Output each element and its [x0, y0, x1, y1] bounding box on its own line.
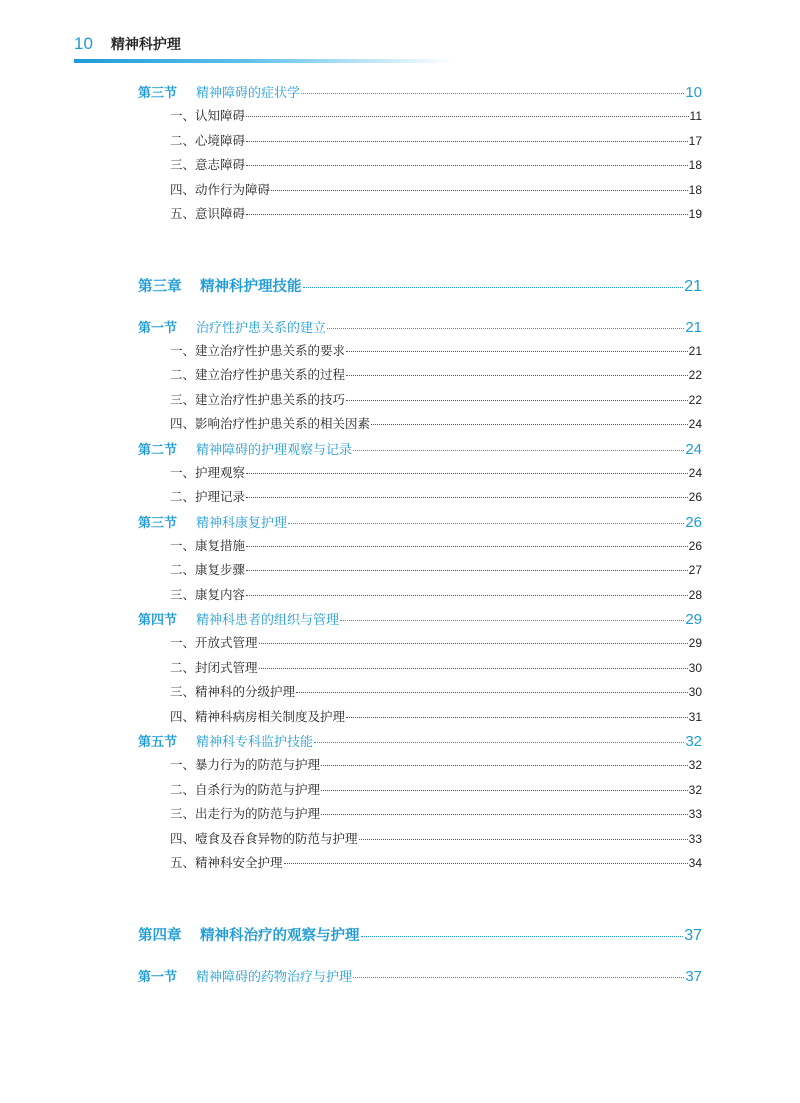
running-header — [74, 34, 181, 58]
toc-item-row[interactable] — [138, 390, 702, 415]
dot-leader — [284, 863, 688, 864]
toc-item-row[interactable] — [138, 829, 702, 854]
toc-page-number: 26 — [688, 490, 702, 504]
toc-entry-title: 精神障碍的护理观察与记录 — [196, 442, 353, 458]
dot-leader — [246, 116, 689, 117]
toc-entry-label — [138, 439, 352, 458]
toc-item-row[interactable] — [138, 341, 702, 366]
toc-entry-prefix: 第三节 — [138, 515, 178, 531]
toc-entry-title: 四、动作行为障碍 — [170, 181, 271, 197]
dot-leader — [296, 692, 688, 693]
toc-page-number: 26 — [685, 513, 702, 531]
dot-leader — [314, 742, 684, 743]
toc-entry-label — [138, 317, 326, 336]
toc-entry-label — [170, 365, 345, 383]
toc-page-number: 22 — [688, 368, 702, 382]
dot-leader — [246, 141, 688, 142]
toc-entry-title: 一、暴力行为的防范与护理 — [170, 757, 321, 772]
toc-entry-title: 三、建立治疗性护患关系的技巧 — [170, 391, 346, 407]
toc-item-row[interactable] — [138, 560, 702, 585]
toc-entry-title: 二、封闭式管理 — [170, 659, 258, 675]
toc-item-row[interactable] — [138, 463, 702, 488]
toc-page-number: 27 — [688, 563, 702, 577]
toc-page-number: 10 — [685, 84, 702, 101]
toc-section-row[interactable] — [138, 512, 702, 536]
toc-page-number: 19 — [688, 207, 702, 221]
toc-page-number: 29 — [685, 611, 702, 628]
toc-entry-label — [138, 82, 300, 101]
dot-leader — [346, 717, 688, 718]
toc-entry-label — [170, 804, 320, 822]
header-rule — [74, 59, 454, 63]
toc-entry-title: 五、意识障碍 — [170, 206, 246, 221]
dot-leader — [353, 977, 684, 978]
toc-entry-title: 一、建立治疗性护患关系的要求 — [170, 342, 346, 358]
toc-entry-label — [170, 658, 258, 676]
toc-entry-title: 二、自杀行为的防范与护理 — [170, 781, 321, 797]
toc-entry-title: 三、出走行为的防范与护理 — [170, 806, 321, 821]
toc-item-row[interactable] — [138, 155, 702, 180]
toc-page-number: 30 — [688, 685, 702, 699]
toc-section-row[interactable] — [138, 317, 702, 341]
dot-leader — [359, 839, 688, 840]
toc-page-number: 37 — [684, 926, 702, 944]
dot-leader — [246, 546, 688, 547]
toc-entry-label — [138, 731, 313, 750]
toc-item-row[interactable] — [138, 414, 702, 439]
toc-entry-label — [170, 155, 245, 173]
toc-entry-title: 精神科护理技能 — [200, 278, 302, 295]
toc-page-number: 32 — [688, 782, 702, 797]
toc-entry-label — [138, 275, 302, 296]
toc-page-number: 24 — [688, 465, 702, 480]
dot-leader — [271, 190, 688, 191]
toc-entry-prefix: 第二节 — [138, 442, 178, 458]
toc-entry-title: 二、建立治疗性护患关系的过程 — [170, 367, 346, 382]
toc-page-number: 22 — [688, 392, 702, 407]
toc-entry-label — [170, 707, 345, 725]
toc-entry-prefix: 第一节 — [138, 320, 178, 336]
toc-entry-prefix: 第四章 — [138, 927, 182, 944]
toc-item-row[interactable] — [138, 804, 702, 829]
table-of-contents — [138, 82, 702, 990]
toc-chapter-row[interactable] — [138, 275, 702, 301]
dot-leader — [246, 570, 688, 571]
dot-leader — [301, 93, 684, 94]
toc-section-row[interactable] — [138, 609, 702, 633]
dot-leader — [321, 765, 688, 766]
toc-page-number: 21 — [685, 318, 702, 336]
toc-entry-title: 三、康复内容 — [170, 586, 246, 602]
toc-section-row[interactable] — [138, 82, 702, 106]
toc-entry-label — [170, 414, 370, 432]
toc-page-number: 37 — [685, 967, 702, 985]
toc-entry-label — [170, 536, 245, 554]
dot-leader — [303, 287, 684, 288]
dot-leader — [246, 214, 688, 215]
toc-entry-prefix: 第四节 — [138, 613, 178, 628]
toc-entry-prefix: 第一节 — [138, 969, 178, 985]
dot-leader — [361, 936, 684, 937]
toc-entry-label — [138, 609, 339, 628]
toc-entry-title: 二、护理记录 — [170, 489, 246, 504]
toc-entry-label — [170, 853, 283, 871]
toc-page-number: 28 — [688, 587, 702, 602]
toc-item-row[interactable] — [138, 536, 702, 561]
dot-leader — [346, 351, 688, 352]
toc-item-row[interactable] — [138, 658, 702, 683]
toc-spacer — [138, 878, 702, 924]
toc-entry-prefix: 第三章 — [138, 278, 182, 295]
toc-item-row[interactable] — [138, 780, 702, 805]
toc-page-number: 32 — [685, 733, 702, 750]
toc-entry-title: 一、康复措施 — [170, 537, 246, 553]
toc-page-number: 33 — [688, 831, 702, 846]
toc-page-number: 17 — [688, 133, 702, 148]
toc-entry-label — [170, 180, 270, 198]
toc-entry-label — [170, 106, 245, 124]
toc-entry-label — [170, 390, 345, 408]
toc-page-number: 32 — [688, 758, 702, 772]
dot-leader — [371, 424, 688, 425]
dot-leader — [346, 400, 688, 401]
toc-entry-label — [170, 682, 295, 700]
toc-page-number: 34 — [688, 856, 702, 870]
toc-page-number: 18 — [688, 158, 702, 172]
toc-entry-title: 一、护理观察 — [170, 464, 246, 480]
toc-page-number: 26 — [688, 538, 702, 553]
dot-leader — [353, 450, 684, 451]
toc-page-number: 24 — [688, 417, 702, 431]
toc-page-number: 21 — [688, 343, 702, 358]
toc-item-row[interactable] — [138, 180, 702, 205]
toc-entry-title: 一、认知障碍 — [170, 108, 246, 123]
toc-page-number: 29 — [688, 636, 702, 650]
toc-entry-title: 三、精神科的分级护理 — [170, 684, 296, 699]
toc-entry-title: 五、精神科安全护理 — [170, 855, 283, 870]
toc-item-row[interactable] — [138, 707, 702, 732]
toc-item-row[interactable] — [138, 585, 702, 610]
toc-page-number: 24 — [685, 440, 702, 458]
toc-entry-label — [170, 204, 245, 222]
toc-item-row[interactable] — [138, 106, 702, 131]
dot-leader — [259, 668, 688, 669]
toc-entry-label — [170, 131, 245, 149]
toc-entry-title: 治疗性护患关系的建立 — [196, 320, 327, 336]
dot-leader — [246, 165, 688, 166]
toc-entry-label — [170, 780, 320, 798]
dot-leader — [246, 473, 688, 474]
dot-leader — [246, 497, 688, 498]
toc-item-row[interactable] — [138, 131, 702, 156]
dot-leader — [321, 790, 688, 791]
toc-page-number: 21 — [684, 277, 702, 295]
toc-item-row[interactable] — [138, 755, 702, 780]
toc-entry-title: 精神障碍的药物治疗与护理 — [196, 969, 353, 985]
toc-entry-title: 精神科康复护理 — [196, 515, 288, 531]
toc-item-row[interactable] — [138, 487, 702, 512]
toc-entry-label — [170, 829, 358, 847]
toc-entry-title: 二、心境障碍 — [170, 132, 246, 148]
toc-page-number: 11 — [689, 109, 702, 123]
toc-entry-prefix: 第五节 — [138, 735, 178, 750]
toc-entry-label — [170, 487, 245, 505]
toc-item-row[interactable] — [138, 633, 702, 658]
toc-page-number: 18 — [688, 182, 702, 197]
toc-entry-label — [170, 585, 245, 603]
toc-entry-label — [138, 512, 287, 531]
dot-leader — [340, 620, 684, 621]
toc-entry-title: 二、康复步骤 — [170, 562, 246, 577]
toc-item-row[interactable] — [138, 853, 702, 878]
toc-entry-title: 一、开放式管理 — [170, 635, 258, 650]
dot-leader — [246, 595, 688, 596]
toc-entry-label — [170, 463, 245, 481]
toc-entry-label — [138, 924, 360, 945]
dot-leader — [346, 375, 688, 376]
toc-page-number: 31 — [688, 709, 702, 724]
toc-entry-title: 精神科专科监护技能 — [196, 735, 314, 750]
toc-entry-title: 四、影响治疗性护患关系的相关因素 — [170, 416, 371, 431]
dot-leader — [321, 814, 688, 815]
toc-chapter-row[interactable] — [138, 924, 702, 950]
toc-spacer — [138, 301, 702, 317]
toc-page-number: 30 — [688, 660, 702, 675]
toc-entry-label — [170, 560, 245, 578]
toc-entry-label — [170, 341, 345, 359]
toc-section-row[interactable] — [138, 731, 702, 755]
toc-item-row[interactable] — [138, 682, 702, 707]
toc-entry-label — [170, 755, 320, 773]
toc-entry-title: 四、噎食及吞食异物的防范与护理 — [170, 830, 358, 846]
toc-entry-title: 四、精神科病房相关制度及护理 — [170, 708, 346, 724]
toc-entry-title: 精神障碍的症状学 — [196, 86, 301, 101]
toc-entry-prefix: 第三节 — [138, 86, 178, 101]
toc-section-row[interactable] — [138, 966, 702, 990]
toc-item-row[interactable] — [138, 365, 702, 390]
book-title: 精神科护理 — [110, 37, 181, 53]
toc-spacer — [138, 229, 702, 275]
toc-entry-title: 精神科治疗的观察与护理 — [200, 927, 360, 944]
toc-entry-title: 精神科患者的组织与管理 — [196, 613, 340, 628]
toc-entry-label — [170, 633, 258, 651]
page-number: 10 — [74, 34, 93, 53]
dot-leader — [259, 643, 688, 644]
dot-leader — [327, 328, 684, 329]
toc-section-row[interactable] — [138, 439, 702, 463]
toc-entry-title: 三、意志障碍 — [170, 157, 246, 172]
toc-spacer — [138, 950, 702, 966]
toc-entry-label — [138, 966, 352, 985]
dot-leader — [288, 523, 684, 524]
toc-page-number: 33 — [688, 807, 702, 821]
toc-item-row[interactable] — [138, 204, 702, 229]
